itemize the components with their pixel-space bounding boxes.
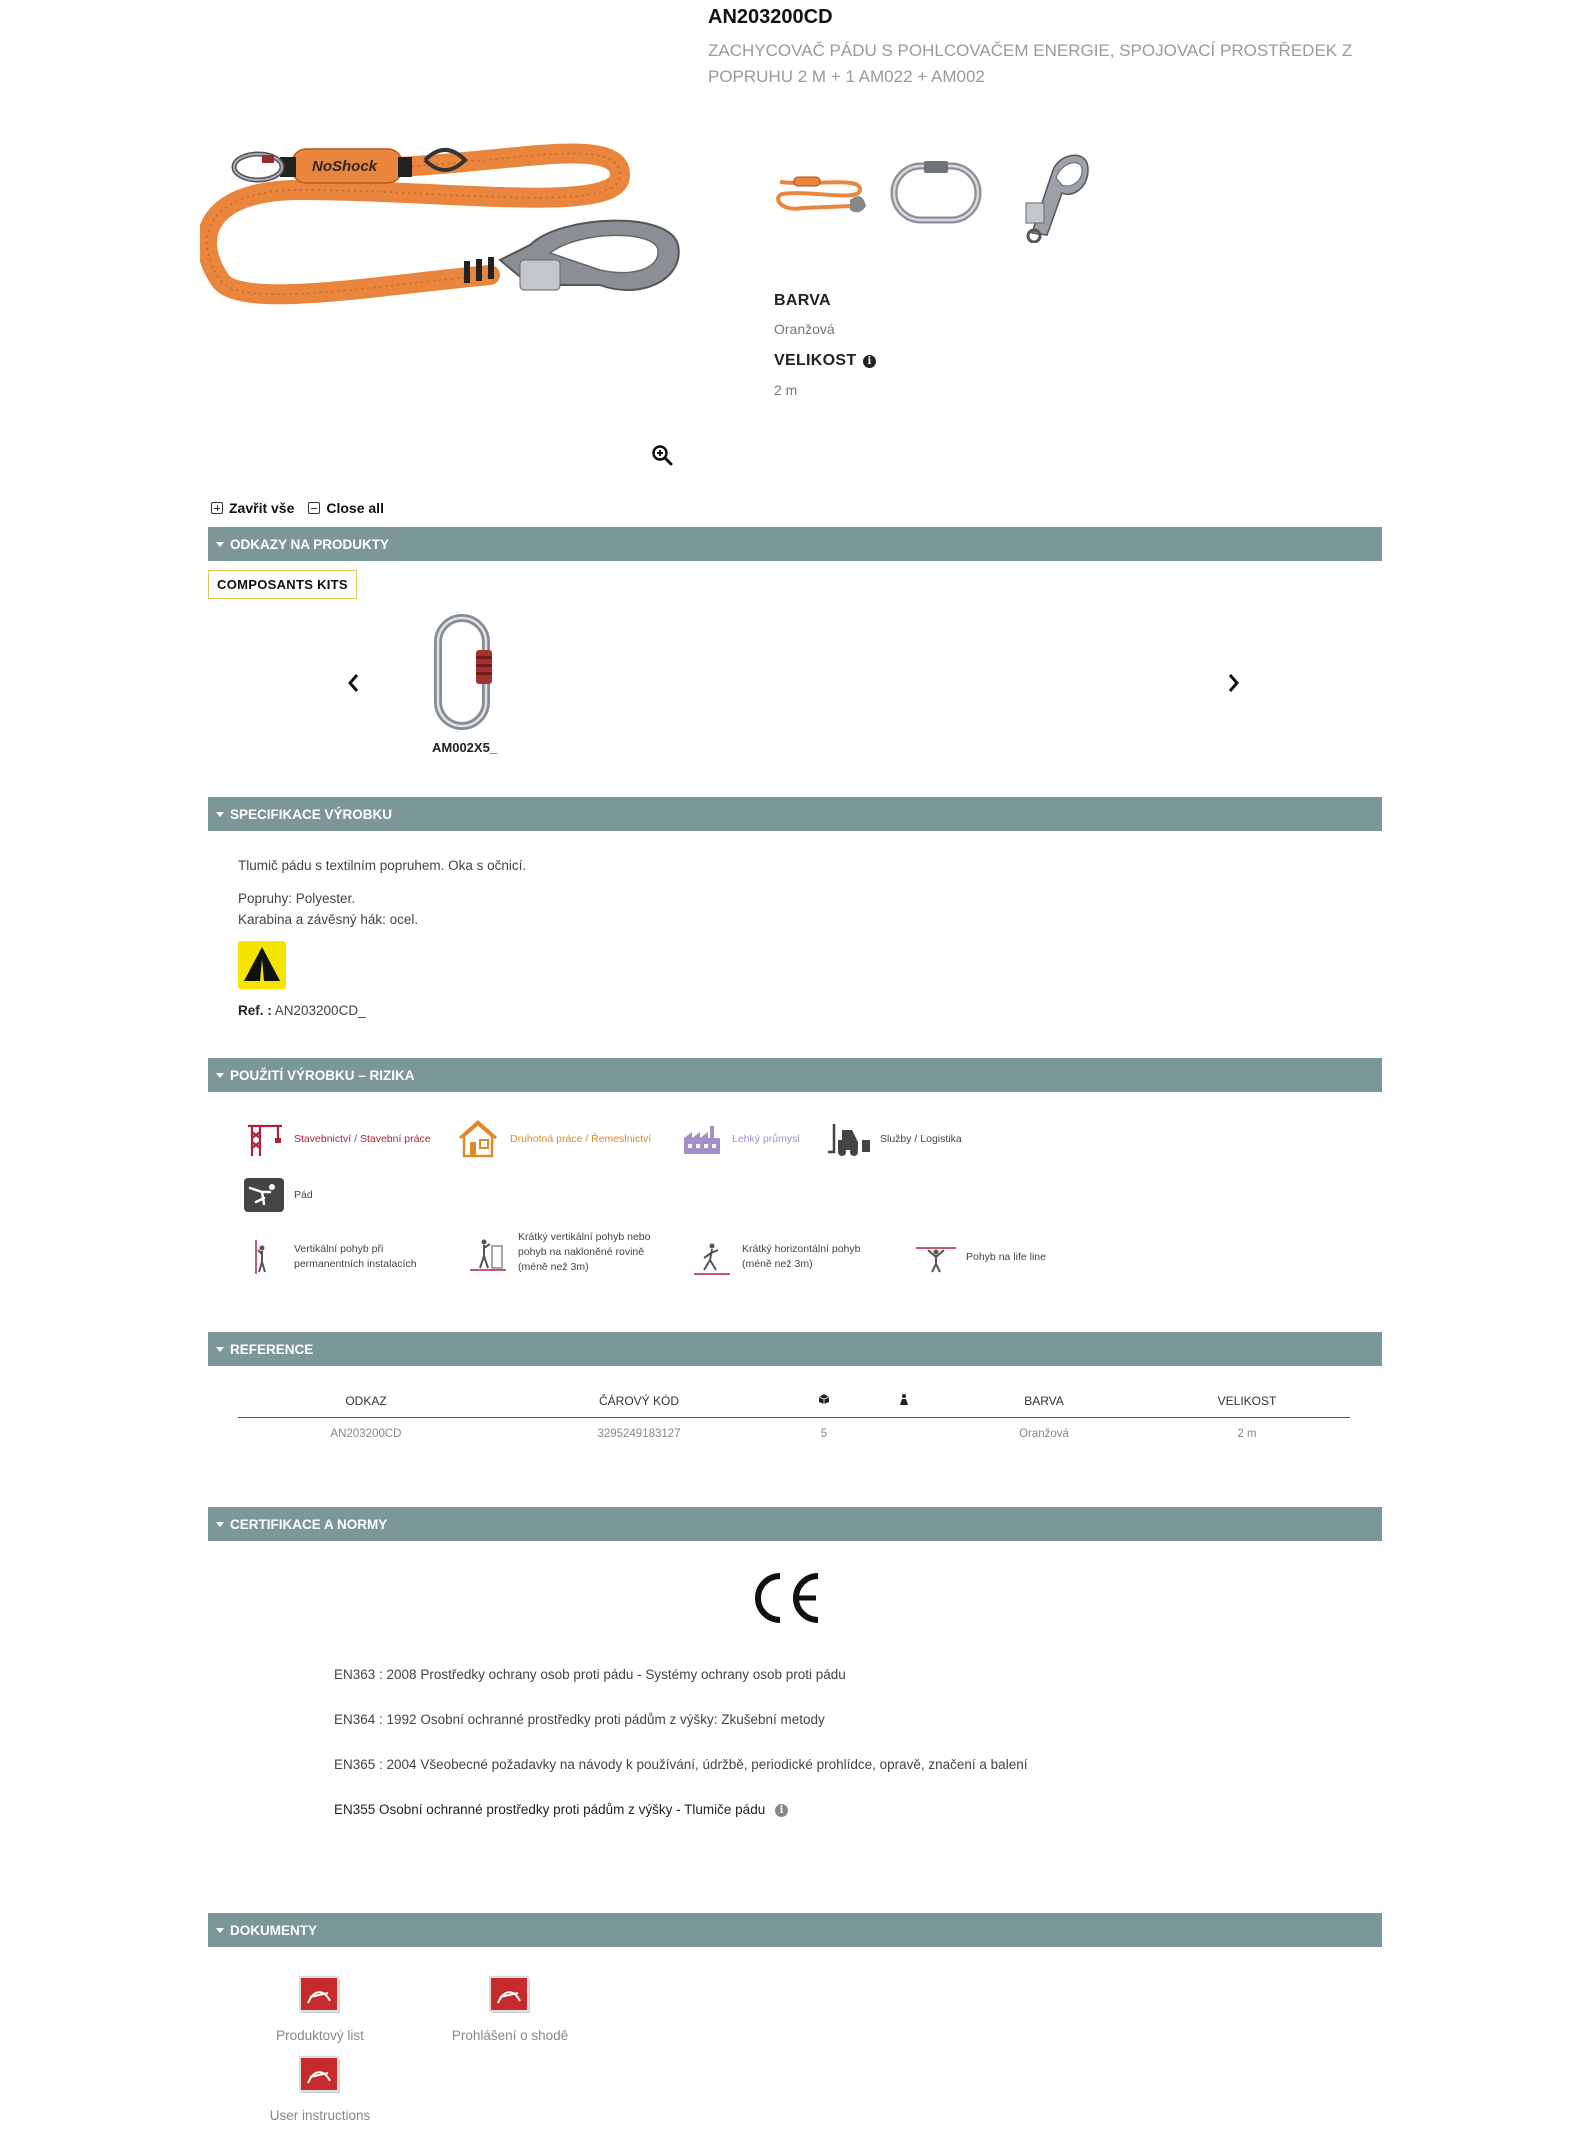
info-icon[interactable]: i (863, 355, 876, 368)
size-value: 2 m (774, 382, 798, 398)
section-header-links[interactable] (208, 527, 1382, 561)
pdf-icon (488, 1975, 532, 2015)
sector-crafts-label: Druhotná práce / Řemeslnictví (510, 1133, 652, 1145)
thumbnail-scaffold-hook[interactable] (1002, 143, 1102, 243)
movement-short-vertical-text (518, 1230, 651, 1275)
pdf-icon (298, 1975, 342, 2015)
linked-product-label[interactable]: AM002X5_ (432, 740, 498, 755)
caret-down-icon (216, 1347, 224, 1352)
short-vertical-movement-icon (466, 1234, 510, 1272)
sector-logistics-label: Služby / Logistika (880, 1133, 962, 1145)
linked-product-image[interactable] (428, 612, 508, 732)
sector-construction (242, 1120, 431, 1158)
movement-short-horizontal-line-1: Krátký horizontální pohyb (742, 1243, 861, 1255)
product-description: ZACHYCOVAČ PÁDU S POHLCOVAČEM ENERGIE, SPOJOVACÍ PROSTŘEDEK Z POPRUHU 2 M + 1 AM022 + AM002 (708, 41, 1353, 86)
document-declaration[interactable] (435, 1975, 585, 2043)
column-header-size: VELIKOST (1144, 1385, 1350, 1417)
caret-down-icon (216, 542, 224, 547)
cell-reference: AN203200CD (330, 1428, 402, 1441)
caret-down-icon (216, 1928, 224, 1933)
document-product-sheet-label: Produktový list (276, 2028, 364, 2043)
spec-line-2: Popruhy: Polyester. (238, 891, 356, 906)
column-header-person (864, 1385, 944, 1417)
sector-construction-label: Stavebnictví / Stavební práce (294, 1133, 431, 1145)
section-toggles (211, 500, 384, 516)
chevron-left-icon (346, 672, 360, 694)
expand-all-label: Zavřit vše (229, 500, 295, 516)
fall-icon (242, 1176, 286, 1214)
lanyard-thumb-icon (772, 168, 868, 218)
norm-en355: EN355 Osobní ochranné prostředky proti pádům z výšky - Tlumiče pádu (334, 1802, 766, 1817)
tab-composants-kits[interactable]: COMPOSANTS KITS (208, 570, 357, 599)
caret-down-icon (216, 812, 224, 817)
movement-vertical-permanent (242, 1238, 417, 1276)
movement-vertical-permanent-line-1: Vertikální pohyb při (294, 1243, 384, 1255)
movement-short-horizontal-text (742, 1242, 860, 1272)
small-carabiner (234, 154, 282, 180)
cell-packaging: 5 (820, 1428, 828, 1441)
sector-logistics (828, 1120, 962, 1158)
movement-vertical-permanent-text (294, 1242, 417, 1272)
norm-en364: EN364 : 1992 Osobní ochranné prostředky proti pádům z výšky: Zkušební metody (334, 1712, 825, 1727)
product-reference: AN203200CD (708, 6, 833, 28)
section-header-spec[interactable] (208, 797, 1382, 831)
expand-all-button[interactable] (211, 500, 294, 516)
carousel-next-button[interactable] (1227, 670, 1241, 701)
section-header-documents[interactable] (208, 1913, 1382, 1947)
document-user-instructions-label: User instructions (269, 2108, 371, 2123)
document-declaration-label: Prohlášení o shodě (451, 2028, 569, 2043)
document-product-sheet[interactable] (245, 1975, 395, 2043)
column-header-reference: ODKAZ (238, 1385, 494, 1417)
movement-life-line (914, 1238, 1046, 1276)
risk-fall (242, 1176, 313, 1214)
main-product-image[interactable] (200, 135, 690, 345)
section-title-usage: POUŽITÍ VÝROBKU – RIZIKA (230, 1067, 415, 1083)
movement-short-vertical-line-1: Krátký vertikální pohyb nebo (518, 1231, 651, 1243)
carousel-prev-button[interactable] (346, 670, 360, 701)
close-all-button[interactable] (308, 500, 384, 516)
document-user-instructions[interactable] (245, 2055, 395, 2123)
norm-en355-row (334, 1802, 788, 1817)
thumbnail-gallery (770, 138, 1102, 248)
thumbnail-oval-carabiner[interactable] (886, 143, 986, 243)
delta-plus-logo-icon (238, 941, 286, 989)
cell-person (864, 1417, 944, 1451)
minus-box-icon (308, 502, 320, 514)
column-header-packaging (784, 1385, 864, 1417)
movement-short-vertical-line-3: (méně než 3m) (518, 1261, 589, 1273)
shock-absorber (280, 149, 412, 183)
movement-life-line-label: Pohyb na life line (966, 1250, 1046, 1263)
movement-short-vertical-line-2: pohyb na nakloněné rovině (518, 1246, 645, 1258)
section-title-links: ODKAZY NA PRODUKTY (230, 536, 390, 552)
section-title-reference: REFERENCE (230, 1341, 314, 1357)
sector-light-industry (680, 1120, 800, 1158)
caret-down-icon (216, 1522, 224, 1527)
reference-table-header (238, 1385, 1350, 1417)
column-header-color: BARVA (944, 1385, 1144, 1417)
size-label: VELIKOST (774, 352, 857, 369)
movement-short-horizontal-line-2: (méně než 3m) (742, 1258, 813, 1270)
cell-size: 2 m (1237, 1428, 1257, 1441)
reference-table (238, 1385, 1350, 1451)
section-title-certification: CERTIFIKACE A NORMY (230, 1516, 388, 1532)
section-header-usage[interactable] (208, 1058, 1382, 1092)
thumbnail-lanyard[interactable] (770, 143, 870, 243)
factory-icon (680, 1120, 724, 1158)
cell-color: Oranžová (1019, 1428, 1069, 1441)
plus-box-icon (211, 502, 223, 514)
crane-icon (242, 1120, 286, 1158)
zoom-icon[interactable] (651, 444, 673, 466)
chevron-right-icon (1227, 672, 1241, 694)
scaffold-hook-thumb-icon (1012, 143, 1092, 243)
shock-absorber-brand-print: NoShock (312, 158, 378, 175)
caret-down-icon (216, 1073, 224, 1078)
vertical-movement-icon (242, 1238, 286, 1276)
info-icon[interactable]: i (775, 1804, 788, 1817)
spec-reference (238, 1003, 366, 1018)
sector-crafts (458, 1120, 651, 1158)
size-heading (774, 352, 876, 370)
movement-short-horizontal (690, 1238, 860, 1276)
ce-mark-icon (748, 1570, 824, 1626)
large-scaffold-hook (500, 221, 679, 290)
pdf-icon (298, 2055, 342, 2095)
spec-line-1: Tlumič pádu s textilním popruhem. Oka s očnicí. (238, 858, 527, 873)
movement-short-vertical (466, 1230, 651, 1275)
spec-reference-label: Ref. : (238, 1003, 272, 1018)
section-header-reference[interactable] (208, 1332, 1382, 1366)
section-header-certification[interactable] (208, 1507, 1382, 1541)
column-header-barcode: ČÁROVÝ KÓD (494, 1385, 784, 1417)
color-value: Oranžová (774, 321, 835, 337)
spec-line-3: Karabina a závěsný hák: ocel. (238, 912, 419, 927)
norm-en365: EN365 : 2004 Všeobecné požadavky na návody k používání, údržbě, periodické prohlídce, opravě, značení a balení (334, 1757, 1028, 1772)
house-icon (458, 1120, 502, 1158)
table-row[interactable] (238, 1417, 1350, 1451)
norm-en363: EN363 : 2008 Prostředky ochrany osob proti pádu - Systémy ochrany osob proti pádu (334, 1667, 846, 1682)
forklift-icon (828, 1120, 872, 1158)
cell-barcode: 3295249183127 (597, 1428, 681, 1441)
short-horizontal-movement-icon (690, 1238, 734, 1276)
section-title-documents: DOKUMENTY (230, 1922, 317, 1938)
risk-fall-label: Pád (294, 1189, 313, 1201)
close-all-label: Close all (326, 500, 384, 516)
life-line-movement-icon (914, 1238, 958, 1276)
movement-vertical-permanent-line-2: permanentních instalacích (294, 1258, 417, 1270)
box-icon (818, 1393, 830, 1405)
oval-carabiner-thumb-icon (888, 158, 984, 228)
person-icon (898, 1393, 910, 1405)
section-title-spec: SPECIFIKACE VÝROBKU (230, 806, 393, 822)
spec-reference-value: AN203200CD_ (274, 1003, 366, 1018)
color-label: BARVA (774, 292, 831, 309)
sector-light-industry-label: Lehký průmysl (732, 1133, 800, 1145)
